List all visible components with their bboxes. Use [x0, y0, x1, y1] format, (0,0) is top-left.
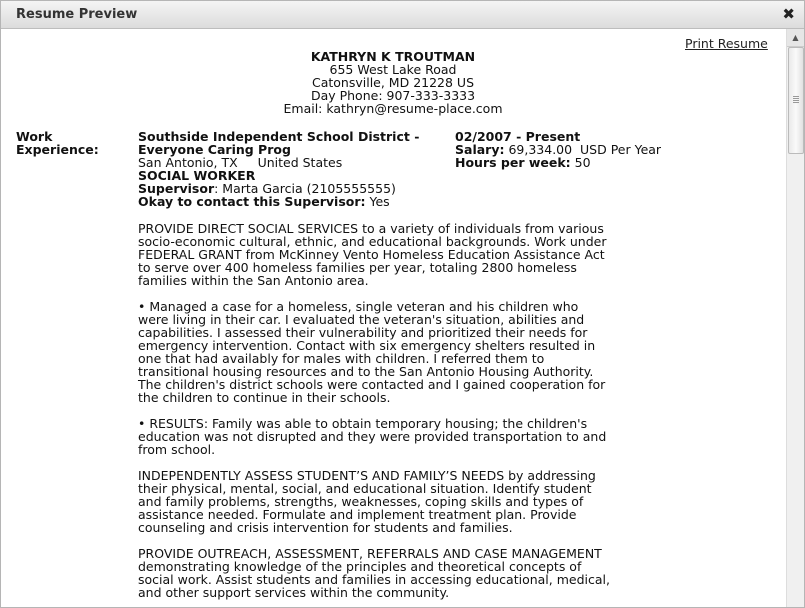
address-line-2: Catonsville, MD 21228 US	[311, 75, 475, 90]
vertical-scrollbar[interactable]	[786, 29, 804, 607]
job-title: SOCIAL WORKER	[138, 168, 256, 183]
employer-line: Everyone Caring Prog	[138, 142, 291, 157]
print-resume-link[interactable]: Print Resume	[685, 36, 768, 51]
contact-permission-row	[138, 195, 448, 208]
scroll-up-icon[interactable]: ▲	[787, 29, 804, 47]
description-line: were living in their car. I evaluated the veteran's situation, abilities and	[138, 312, 585, 327]
day-phone: Day Phone: 907-333-3333	[310, 88, 476, 103]
email: Email: kathryn@resume-place.com	[283, 101, 503, 116]
description-line: and family problems, strengths, weaknesses, coping skills and types of	[138, 494, 584, 509]
description-line: socio-economic cultural, ethnic, and educational backgrounds. Work under	[138, 234, 607, 249]
description-line: families within the San Antonio area.	[138, 273, 369, 288]
description-paragraph	[138, 547, 648, 599]
resume-content	[1, 29, 785, 607]
description-line: from school.	[138, 442, 216, 457]
description-line: the children to continue in their schools.	[138, 390, 391, 405]
description-line: social work. Assist students and families in accessing educational, medical,	[138, 572, 610, 587]
applicant-name: KATHRYN K TROUTMAN	[310, 49, 476, 64]
description-paragraph	[138, 300, 648, 404]
section-label-line: Experience:	[16, 142, 99, 157]
description-line: • Managed a case for a homeless, single veteran and his children who	[138, 299, 579, 314]
job-meta	[455, 130, 695, 169]
employer-line: Southside Independent School District -	[138, 129, 420, 144]
job-description	[138, 222, 648, 607]
description-line: PROVIDE DIRECT SOCIAL SERVICES to a variety of individuals from various	[138, 221, 604, 236]
job-location: San Antonio, TX United States	[138, 155, 343, 170]
grip-icon	[793, 96, 799, 103]
job-dates: 02/2007 - Present	[455, 129, 581, 144]
job-details	[138, 130, 448, 208]
hours-value: 50	[570, 155, 591, 170]
description-line: INDEPENDENTLY ASSESS STUDENT’S AND FAMILY’S NEEDS by addressing	[138, 468, 596, 483]
salary-value: 69,334.00 USD Per Year	[504, 142, 662, 157]
hours-row	[455, 156, 695, 169]
description-line: education was not disrupted and they were provided transportation to and	[138, 429, 607, 444]
supervisor-value: : Marta Garcia (2105555555)	[214, 181, 396, 196]
description-line: one that had availably for males with children. I referred them to	[138, 351, 545, 366]
close-icon[interactable]: ✖	[782, 5, 795, 23]
contact-permission-value: Yes	[365, 194, 390, 209]
description-line: counseling and crisis intervention for students and families.	[138, 520, 513, 535]
supervisor-label: Supervisor	[138, 181, 215, 196]
description-line: to serve over 400 homeless families per year, totaling 2800 homeless	[138, 260, 577, 275]
section-label-work-experience	[16, 130, 126, 156]
hours-label: Hours per week:	[455, 155, 571, 170]
salary-label: Salary:	[455, 142, 505, 157]
description-line: PROVIDE OUTREACH, ASSESSMENT, REFERRALS AND CASE MANAGEMENT	[138, 546, 602, 561]
description-line: emergency intervention. Contact with six emergency shelters resulted in	[138, 338, 596, 353]
description-line: FEDERAL GRANT from McKinney Vento Homeless Education Assistance Act	[138, 247, 605, 262]
description-line: transitional housing resources and to the San Antonio Housing Authority.	[138, 364, 594, 379]
description-line: The children's district schools were contacted and I gained cooperation for	[138, 377, 606, 392]
description-line: assistance needed. Formulate and implement treatment plan. Provide	[138, 507, 577, 522]
section-label-line: Work	[16, 129, 53, 144]
description-paragraph	[138, 222, 648, 287]
address-line-1: 655 West Lake Road	[329, 62, 457, 77]
description-line: their physical, mental, social, and educational situation. Identify student	[138, 481, 592, 496]
description-line: capabilities. I assessed their vulnerability and prioritized their needs for	[138, 325, 588, 340]
description-line: and other support services within the community.	[138, 585, 450, 600]
contact-permission-label: Okay to contact this Supervisor:	[138, 194, 366, 209]
scroll-thumb[interactable]	[788, 47, 804, 154]
title-bar	[1, 1, 804, 29]
contact-header	[1, 50, 785, 115]
description-line: demonstrating knowledge of the principles and theoretical concepts of	[138, 559, 582, 574]
description-paragraph	[138, 417, 648, 456]
window-title: Resume Preview	[16, 7, 138, 22]
description-paragraph	[138, 469, 648, 534]
description-line: • RESULTS: Family was able to obtain temporary housing; the children's	[138, 416, 588, 431]
